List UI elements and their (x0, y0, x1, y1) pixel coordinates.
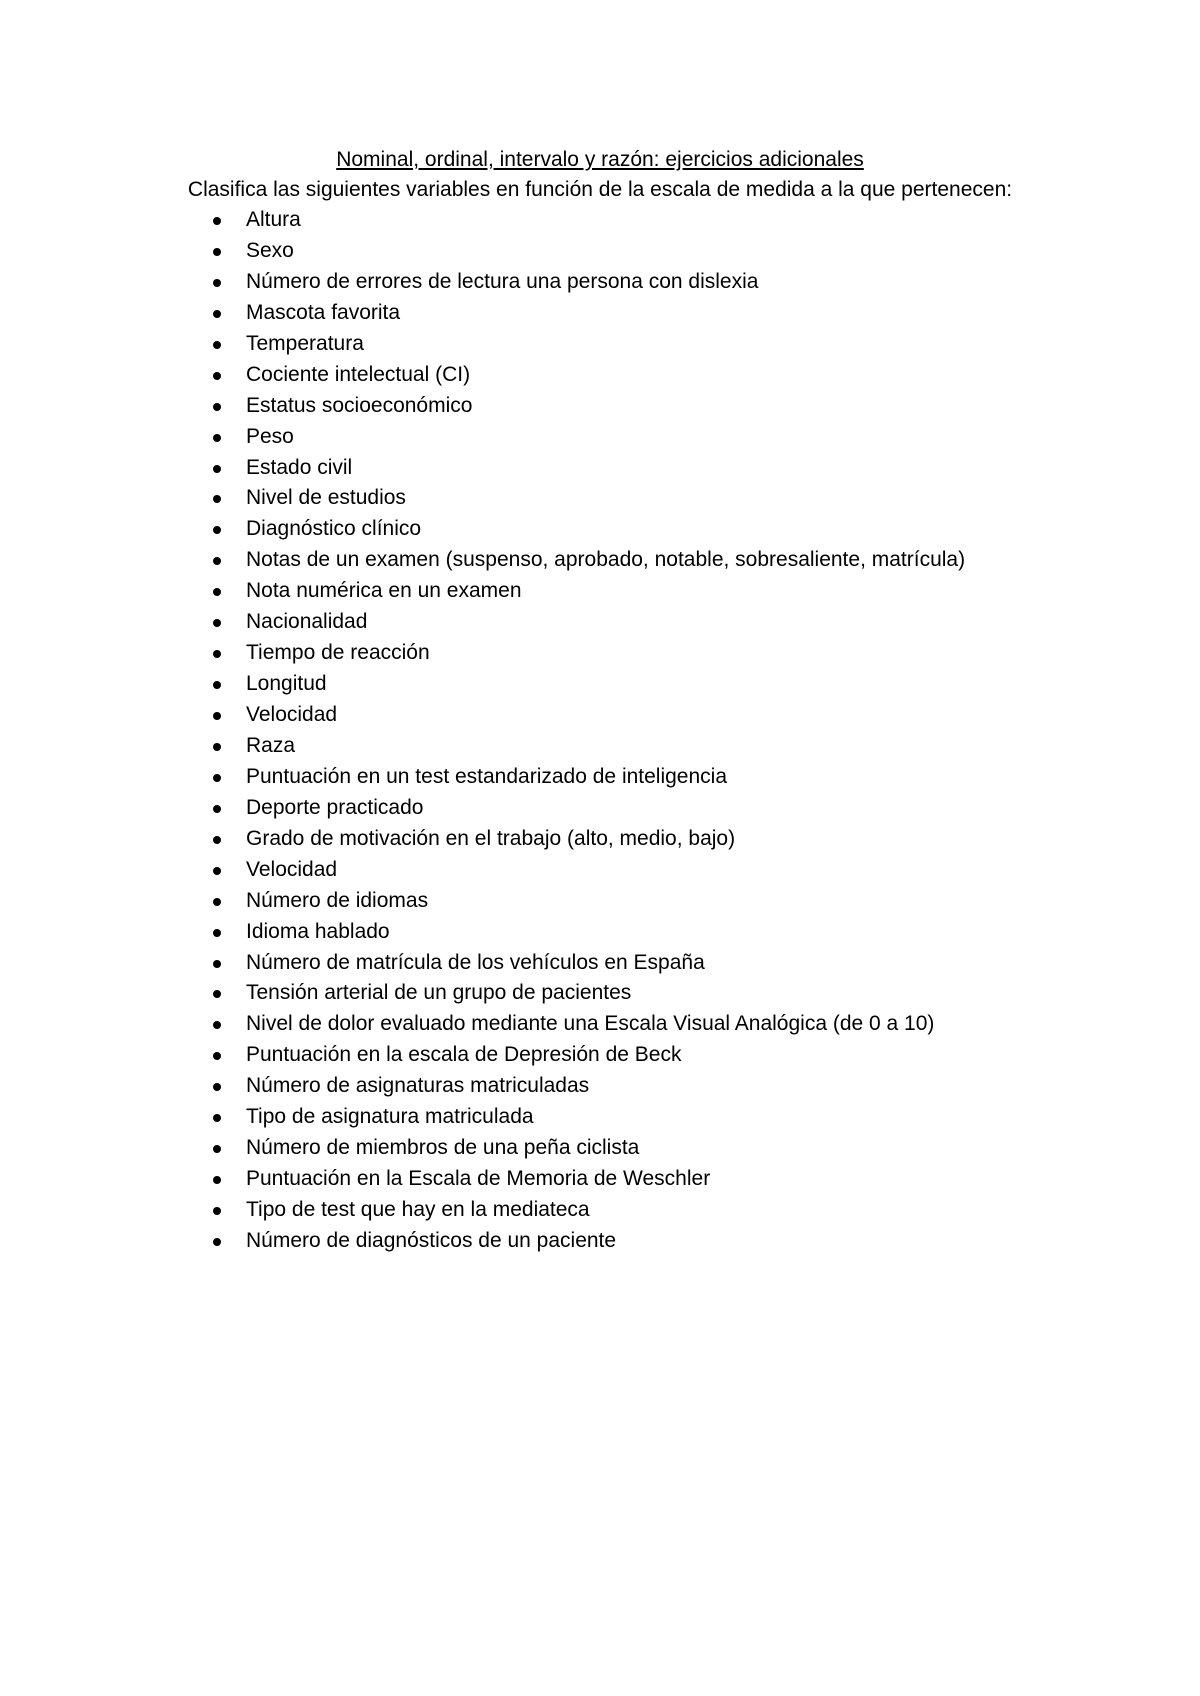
list-item-label: Temperatura (246, 331, 364, 355)
list-item-label: Notas de un examen (suspenso, aprobado, notable, sobresaliente, matrícula) (246, 548, 966, 572)
list-item-label: Sexo (246, 238, 294, 262)
bullet-icon (213, 960, 221, 968)
list-item-label: Peso (246, 424, 294, 448)
list-item-label: Nota numérica en un examen (246, 579, 522, 603)
bullet-icon (213, 743, 221, 751)
list-item-label: Cociente intelectual (CI) (246, 362, 471, 386)
list-item-label: Número de idiomas (246, 888, 429, 912)
bullet-icon (213, 403, 221, 411)
document-title: Nominal, ordinal, intervalo y razón: ejercicios adicionales (336, 148, 864, 171)
list-item-label: Longitud (246, 672, 327, 696)
bullet-icon (213, 279, 221, 287)
list-item-label: Número de miembros de una peña ciclista (246, 1136, 640, 1160)
bullet-icon (213, 929, 221, 937)
list-item-label: Nivel de dolor evaluado mediante una Escala Visual Analógica (de 0 a 10) (246, 1012, 935, 1036)
bullet-icon (213, 990, 221, 998)
list-item-label: Número de matrícula de los vehículos en España (246, 950, 705, 974)
bullet-icon (213, 1176, 221, 1184)
list-item-label: Tensión arterial de un grupo de pacientes (246, 981, 632, 1005)
bullet-icon (213, 434, 221, 442)
list-item-label: Número de errores de lectura una persona con dislexia (246, 269, 759, 293)
list-item-label: Velocidad (246, 857, 338, 881)
list-item-label: Nacionalidad (246, 610, 368, 634)
list-item-label: Velocidad (246, 703, 338, 726)
bullet-icon (213, 248, 221, 256)
bullet-icon (213, 526, 221, 534)
bullet-icon (213, 217, 221, 225)
bullet-icon (213, 619, 221, 627)
bullet-icon (213, 465, 221, 473)
bullet-icon (213, 1207, 221, 1215)
bullet-icon (213, 1114, 221, 1122)
list-item-label: Raza (246, 733, 296, 757)
bullet-icon (213, 650, 221, 658)
bullet-icon (213, 867, 221, 875)
bullet-icon (213, 1052, 221, 1060)
list-item-label: Diagnóstico clínico (246, 517, 422, 541)
bullet-icon (213, 1145, 221, 1153)
list-item-label: Tiempo de reacción (246, 641, 430, 665)
bullet-icon (213, 898, 221, 906)
list-item-label: Puntuación en la Escala de Memoria de Weschler (246, 1167, 711, 1191)
bullet-icon (213, 341, 221, 349)
list-item-label: Idioma hablado (246, 919, 390, 943)
bullet-icon (213, 836, 221, 844)
list-item-label: Número de asignaturas matriculadas (246, 1074, 590, 1098)
list-item-label: Grado de motivación en el trabajo (alto, medio, bajo) (246, 826, 736, 850)
bullet-icon (213, 557, 221, 565)
list-item-label: Deporte practicado (246, 795, 424, 819)
list-item-label: Estado civil (246, 455, 353, 479)
list-item-label: Nivel de estudios (246, 486, 406, 510)
bullet-icon (213, 588, 221, 596)
list-item-label: Puntuación en un test estandarizado de inteligencia (246, 764, 728, 788)
list-item-label: Tipo de test que hay en la mediateca (246, 1198, 590, 1221)
list-item-label: Puntuación en la escala de Depresión de Beck (246, 1043, 682, 1067)
instructions-text: Clasifica las siguientes variables en función de la escala de medida a la que pertenecen: (187, 178, 1013, 201)
bullet-icon (213, 310, 221, 318)
bullet-icon (213, 1238, 221, 1246)
bullet-icon (213, 774, 221, 782)
list-item-label: Número de diagnósticos de un paciente (246, 1228, 617, 1252)
bullet-icon (213, 805, 221, 813)
bullet-icon (213, 681, 221, 689)
bullet-icon (213, 1021, 221, 1029)
bullet-icon (213, 1083, 221, 1091)
bullet-icon (213, 495, 221, 503)
bullet-icon (213, 712, 221, 720)
list-item-label: Mascota favorita (246, 300, 401, 324)
list-item-label: Estatus socioeconómico (246, 393, 473, 417)
list-item-label: Altura (246, 208, 301, 231)
list-item-label: Tipo de asignatura matriculada (246, 1105, 534, 1129)
bullet-icon (213, 372, 221, 380)
